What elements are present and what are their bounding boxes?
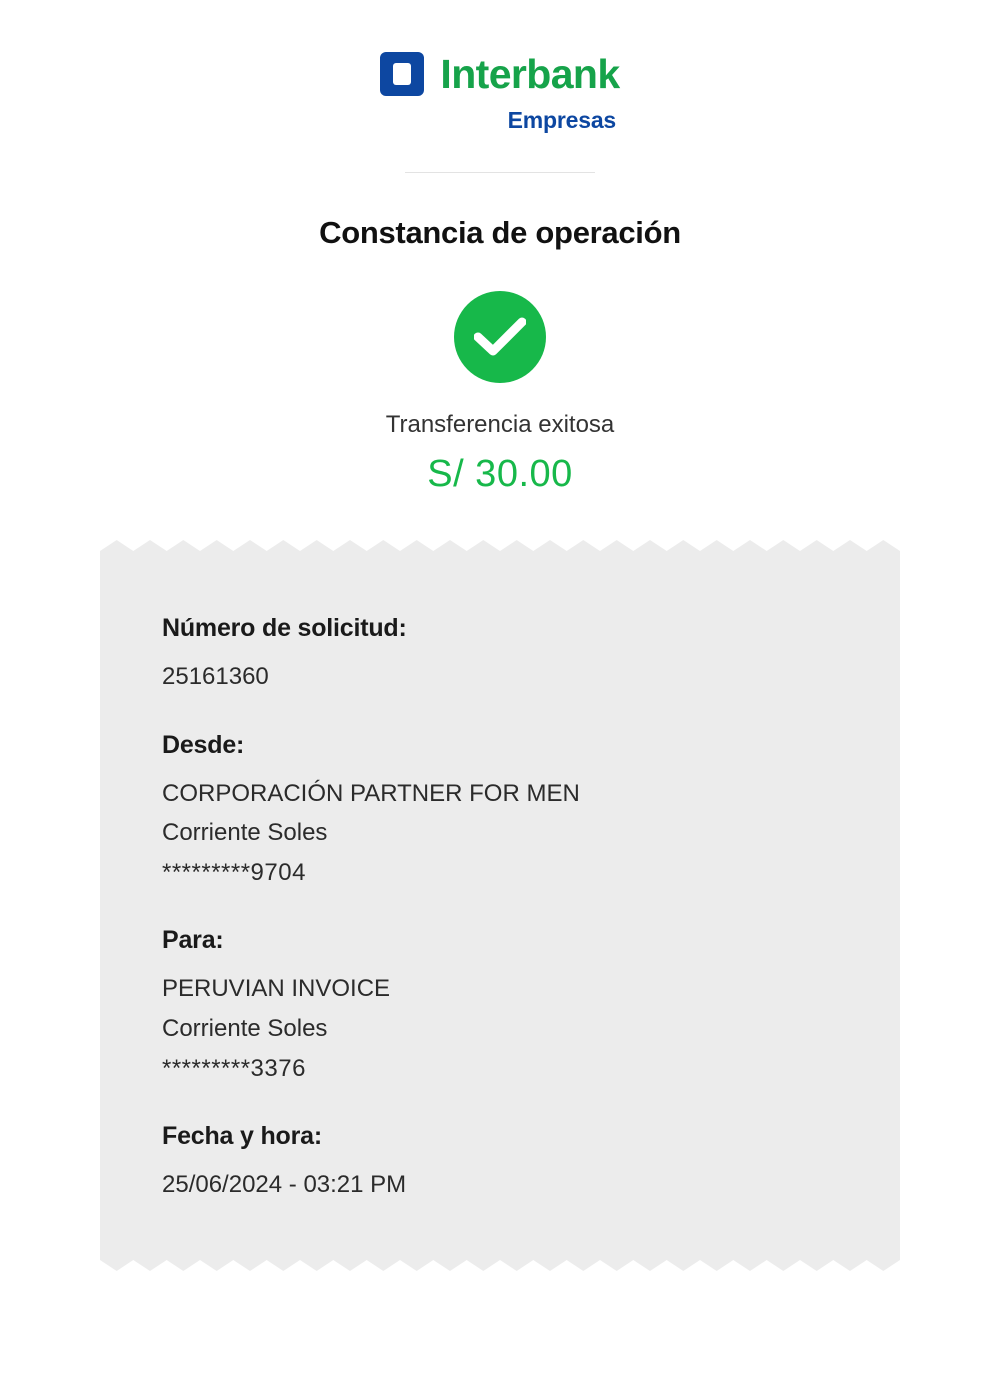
field-value-line: Corriente Soles [162, 819, 328, 847]
field-value-line: 25161360 [162, 663, 269, 690]
field-value [162, 774, 838, 893]
receipt-field [162, 731, 838, 893]
interbank-square-icon [380, 52, 424, 96]
field-value-masked-account: *********3376 [162, 1054, 306, 1082]
field-value-datetime: 25/06/2024 - 03:21 PM [162, 1171, 407, 1199]
field-label: Para: [162, 926, 224, 955]
field-value [162, 657, 838, 697]
field-value-line: CORPORACIÓN PARTNER FOR MEN [162, 779, 580, 807]
status-text: Transferencia exitosa [385, 411, 615, 438]
amount-value: S/ 30.00 [427, 453, 573, 495]
brand-logo-row [380, 52, 619, 96]
brand-name: Interbank [440, 50, 620, 97]
field-value [162, 969, 838, 1088]
receipt-field [162, 614, 838, 697]
receipt-field [162, 1122, 838, 1205]
brand-sub-wrap [384, 101, 616, 134]
brand-subname: Empresas [507, 107, 616, 133]
status-icon-wrap [0, 291, 1000, 383]
header-divider [405, 172, 595, 173]
receipt-field [162, 926, 838, 1088]
receipt-top-edge [100, 540, 900, 562]
field-value [162, 1165, 838, 1205]
check-circle-icon [454, 291, 546, 383]
receipt-body [100, 562, 900, 1249]
receipt-bottom-edge [100, 1249, 900, 1271]
field-label: Desde: [162, 730, 245, 759]
page-title: Constancia de operación [319, 215, 681, 250]
field-label: Fecha y hora: [162, 1122, 322, 1151]
brand-logo [0, 0, 1000, 134]
field-value-line: PERUVIAN INVOICE [162, 975, 391, 1003]
field-value-line: Corriente Soles [162, 1014, 328, 1042]
field-label: Número de solicitud: [162, 614, 407, 642]
receipt-card [100, 540, 900, 1271]
field-value-masked-account: *********9704 [162, 858, 306, 886]
